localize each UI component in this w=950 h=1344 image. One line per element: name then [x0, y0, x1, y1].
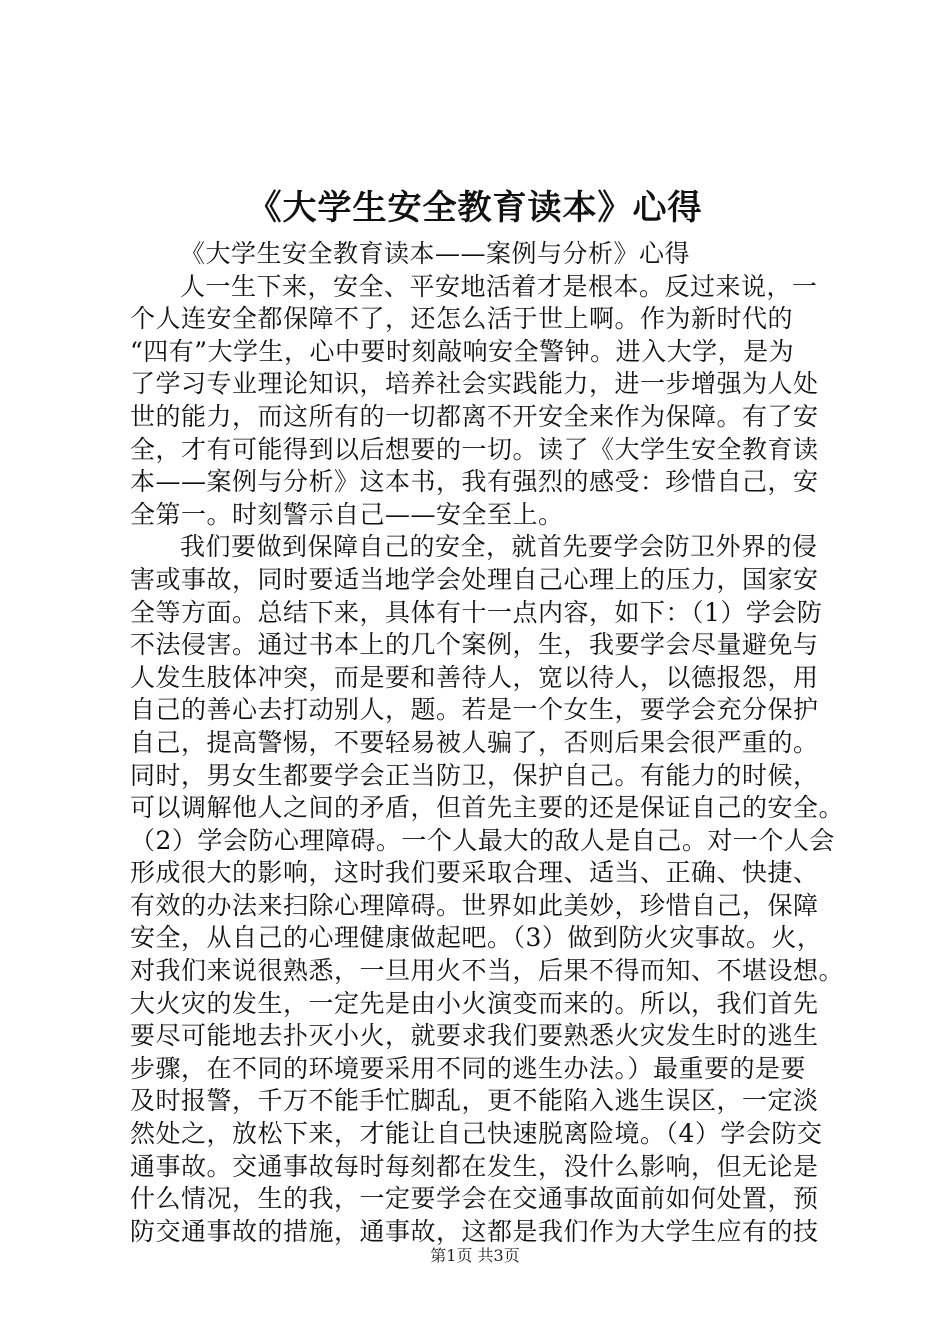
text-line: 自己，提高警惕，不要轻易被人骗了，否则后果会很严重的。 [130, 727, 819, 757]
text-line: 《大学生安全教育读本——案例与分析》心得 [180, 239, 691, 268]
text-line: 同时，男女生都要学会正当防卫，保护自己。有能力的时候， [130, 760, 819, 790]
text-line: 对我们来说很熟悉，一旦用火不当，后果不得而知、不堪设想。 [130, 956, 845, 986]
document-title: 《大学生安全教育读本》心得 [247, 188, 703, 228]
text-line: 通事故。交通事故每时每刻都在发生，没什么影响，但无论是 [130, 1151, 819, 1181]
text-line: 全，才有可能得到以后想要的一切。读了《大学生安全教育读 [130, 434, 819, 464]
text-line: 大火灾的发生，一定先是由小火演变而来的。所以，我们首先 [130, 988, 819, 1018]
text-line: 不法侵害。通过书本上的几个案例，生，我要学会尽量避免与 [130, 630, 819, 660]
text-line: 要尽可能地去扑灭小火，就要求我们要熟悉火灾发生时的逃生 [130, 1021, 819, 1051]
text-line: 什么情况，生的我，一定要学会在交通事故面前如何处置，预 [130, 1184, 819, 1214]
text-line: 步骤，在不同的环境要采用不同的逃生办法。）最重要的是要 [130, 1053, 807, 1083]
text-line: 自己的善心去打动别人，题。若是一个女生，要学会充分保护 [130, 695, 819, 725]
text-line: （2）学会防心理障碍。一个人最大的敌人是自己。对一个人会 [130, 825, 835, 855]
text-line: 形成很大的影响，这时我们要采取合理、适当、正确、快捷、 [130, 858, 819, 888]
text-line: 安全，从自己的心理健康做起吧。（3）做到防火灾事故。火， [130, 923, 823, 953]
text-line: 可以调解他人之间的矛盾，但首先主要的还是保证自己的安全。 [130, 793, 845, 823]
text-line: 全等方面。总结下来，具体有十一点内容，如下：（1）学会防 [130, 597, 823, 627]
document-body [130, 238, 845, 1248]
text-line: 害或事故，同时要适当地学会处理自己心理上的压力，国家安 [130, 564, 819, 594]
text-line: 世的能力，而这所有的一切都离不开安全来作为保障。有了安 [130, 401, 819, 431]
text-line: 防交通事故的措施，通事故，这都是我们作为大学生应有的技 [130, 1216, 819, 1246]
text-line: “四有”大学生，心中要时刻敲响安全警钟。进入大学，是为 [130, 336, 795, 366]
text-line: 了学习专业理论知识，培养社会实践能力，进一步增强为人处 [130, 369, 819, 399]
text-line: 人一生下来，安全、平安地活着才是根本。反过来说，一 [180, 271, 818, 301]
text-line: 个人连安全都保障不了，还怎么活于世上啊。作为新时代的 [130, 304, 794, 334]
text-line: 本——案例与分析》这本书，我有强烈的感受：珍惜自己，安 [130, 467, 819, 497]
page-footer: 第1页 共3页 [430, 1246, 520, 1265]
text-line: 然处之，放松下来，才能让自己快速脱离险境。（4）学会防交 [130, 1119, 823, 1149]
text-line: 人发生肢体冲突，而是要和善待人，宽以待人，以德报怨，用 [130, 662, 819, 692]
text-line: 我们要做到保障自己的安全，就首先要学会防卫外界的侵 [180, 532, 818, 562]
text-line: 及时报警，千万不能手忙脚乱，更不能陷入逃生误区，一定淡 [130, 1086, 819, 1116]
text-line: 有效的办法来扫除心理障碍。世界如此美妙，珍惜自己，保障 [130, 890, 819, 920]
text-line: 全第一。时刻警示自己——安全至上。 [130, 499, 564, 529]
